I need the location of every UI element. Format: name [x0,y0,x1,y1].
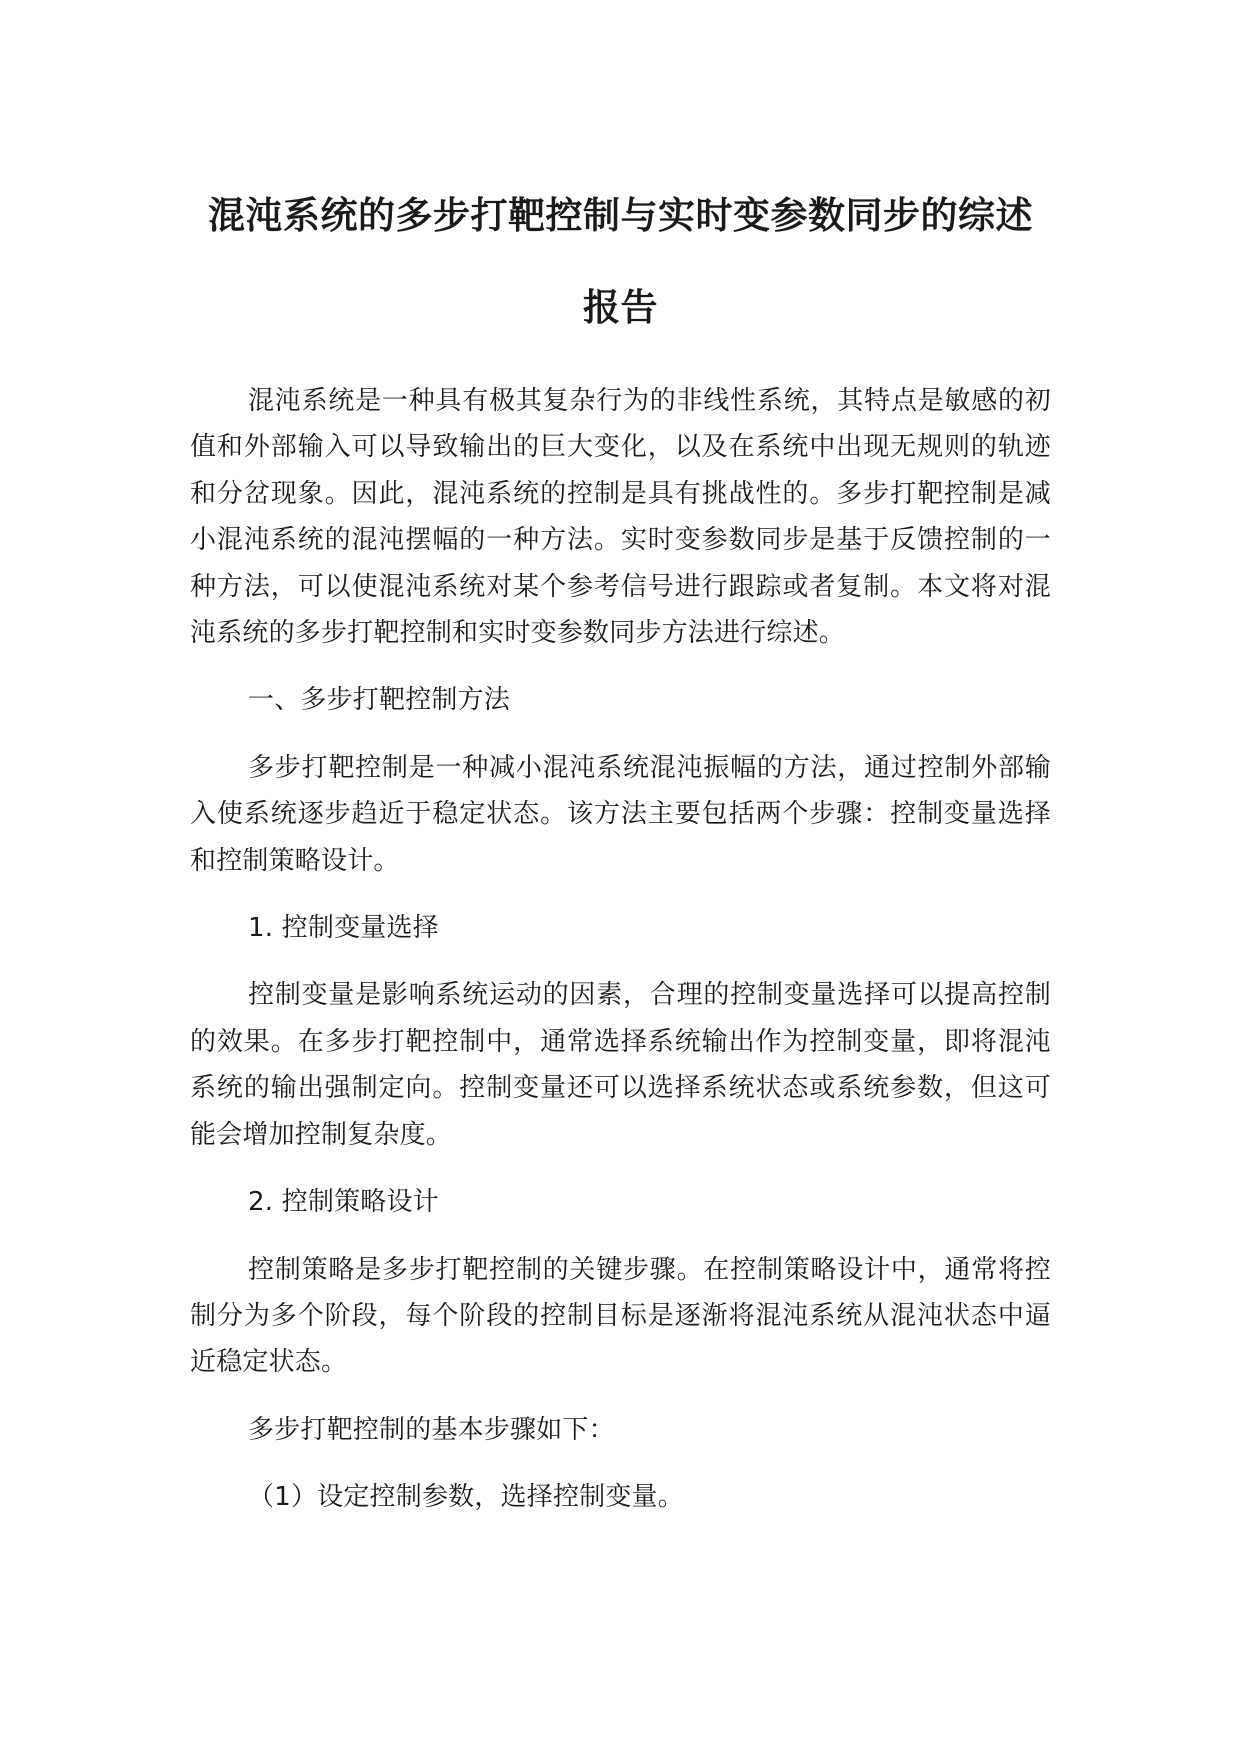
intro-paragraph: 混沌系统是一种具有极其复杂行为的非线性系统，其特点是敏感的初值和外部输入可以导致输出的巨大变化，以及在系统中出现无规则的轨迹和分岔现象。因此，混沌系统的控制是具有挑战性的。多步打靶控制是减小混沌系统的混沌摆幅的一种方法。实时变参数同步是基于反馈控制的一种方法，可以使混沌系统对某个参考信号进行跟踪或者复制。本文将对混沌系统的多步打靶控制和实时变参数同步方法进行综述。 [190,386,1051,649]
step-1: （1）设定控制参数，选择控制变量。 [248,1482,684,1513]
subsection-heading-2: 2. 控制策略设计 [248,1187,439,1218]
subsection-2-paragraph: 控制策略是多步打靶控制的关键步骤。在控制策略设计中，通常将控制分为多个阶段，每个阶段的控制目标是逐渐将混沌系统从混沌状态中逼近稳定状态。 [190,1254,1051,1378]
steps-intro: 多步打靶控制的基本步骤如下： [248,1414,615,1445]
section-1-paragraph: 多步打靶控制是一种减小混沌系统混沌振幅的方法，通过控制外部输入使系统逐步趋近于稳定状态。该方法主要包括两个步骤：控制变量选择和控制策略设计。 [190,752,1051,876]
document-body [190,378,1051,1521]
section-heading-1: 一、多步打靶控制方法 [248,685,511,716]
subsection-heading-1: 1. 控制变量选择 [248,913,439,944]
subsection-1-paragraph: 控制变量是影响系统运动的因素，合理的控制变量选择可以提高控制的效果。在多步打靶控制中，通常选择系统输出作为控制变量，即将混沌系统的输出强制定向。控制变量还可以选择系统状态或系统参数，但这可能会增加控制复杂度。 [190,980,1051,1150]
document-title: 混沌系统的多步打靶控制与实时变参数同步的综述报告 [208,194,1033,329]
